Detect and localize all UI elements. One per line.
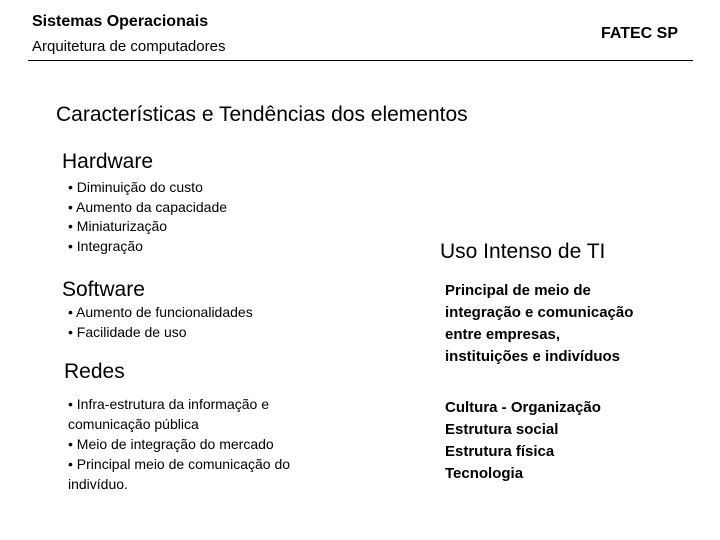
list-item: • Diminuição do custo xyxy=(68,179,203,195)
hardware-heading: Hardware xyxy=(62,150,154,173)
list-item: Cultura - Organização xyxy=(445,399,601,416)
list-item: • Aumento da capacidade xyxy=(68,198,228,215)
header-divider xyxy=(28,60,693,61)
text-line: • Principal meio de comunicação do xyxy=(68,456,291,472)
software-list xyxy=(68,303,253,342)
course-name: Sistemas Operacionais xyxy=(32,13,209,30)
text-line: • Infra-estrutura da informação e xyxy=(68,396,269,412)
redes-list xyxy=(68,394,358,494)
text-line: integração e comunicação xyxy=(445,304,634,321)
list-item: • Facilidade de uso xyxy=(68,323,187,340)
software-heading: Software xyxy=(62,278,145,301)
uso-ti-heading: Uso Intenso de TI xyxy=(440,240,606,263)
text-line: instituições e indivíduos xyxy=(445,348,621,365)
list-item: Estrutura física xyxy=(445,443,555,460)
uso-ti-description xyxy=(445,280,633,368)
list-item: • Aumento de funcionalidades xyxy=(68,304,253,320)
text-line: • Meio de integração do mercado xyxy=(68,436,274,452)
institution-name: FATEC SP xyxy=(600,25,678,42)
uso-ti-aspects xyxy=(445,397,601,485)
text-line: indivíduo. xyxy=(68,476,128,492)
text-line: comunicação pública xyxy=(68,416,199,432)
list-item: • Miniaturização xyxy=(68,218,168,234)
slide-title: Características e Tendências dos elementos xyxy=(56,103,468,126)
list-item: Estrutura social xyxy=(445,421,559,438)
text-line: entre empresas, xyxy=(445,326,561,343)
hardware-list xyxy=(68,178,227,256)
list-item: • Integração xyxy=(68,237,143,254)
text-line: Principal de meio de xyxy=(445,282,591,299)
list-item: Tecnologia xyxy=(445,465,524,482)
subject-name: Arquitetura de computadores xyxy=(32,38,226,55)
redes-heading: Redes xyxy=(64,360,125,383)
